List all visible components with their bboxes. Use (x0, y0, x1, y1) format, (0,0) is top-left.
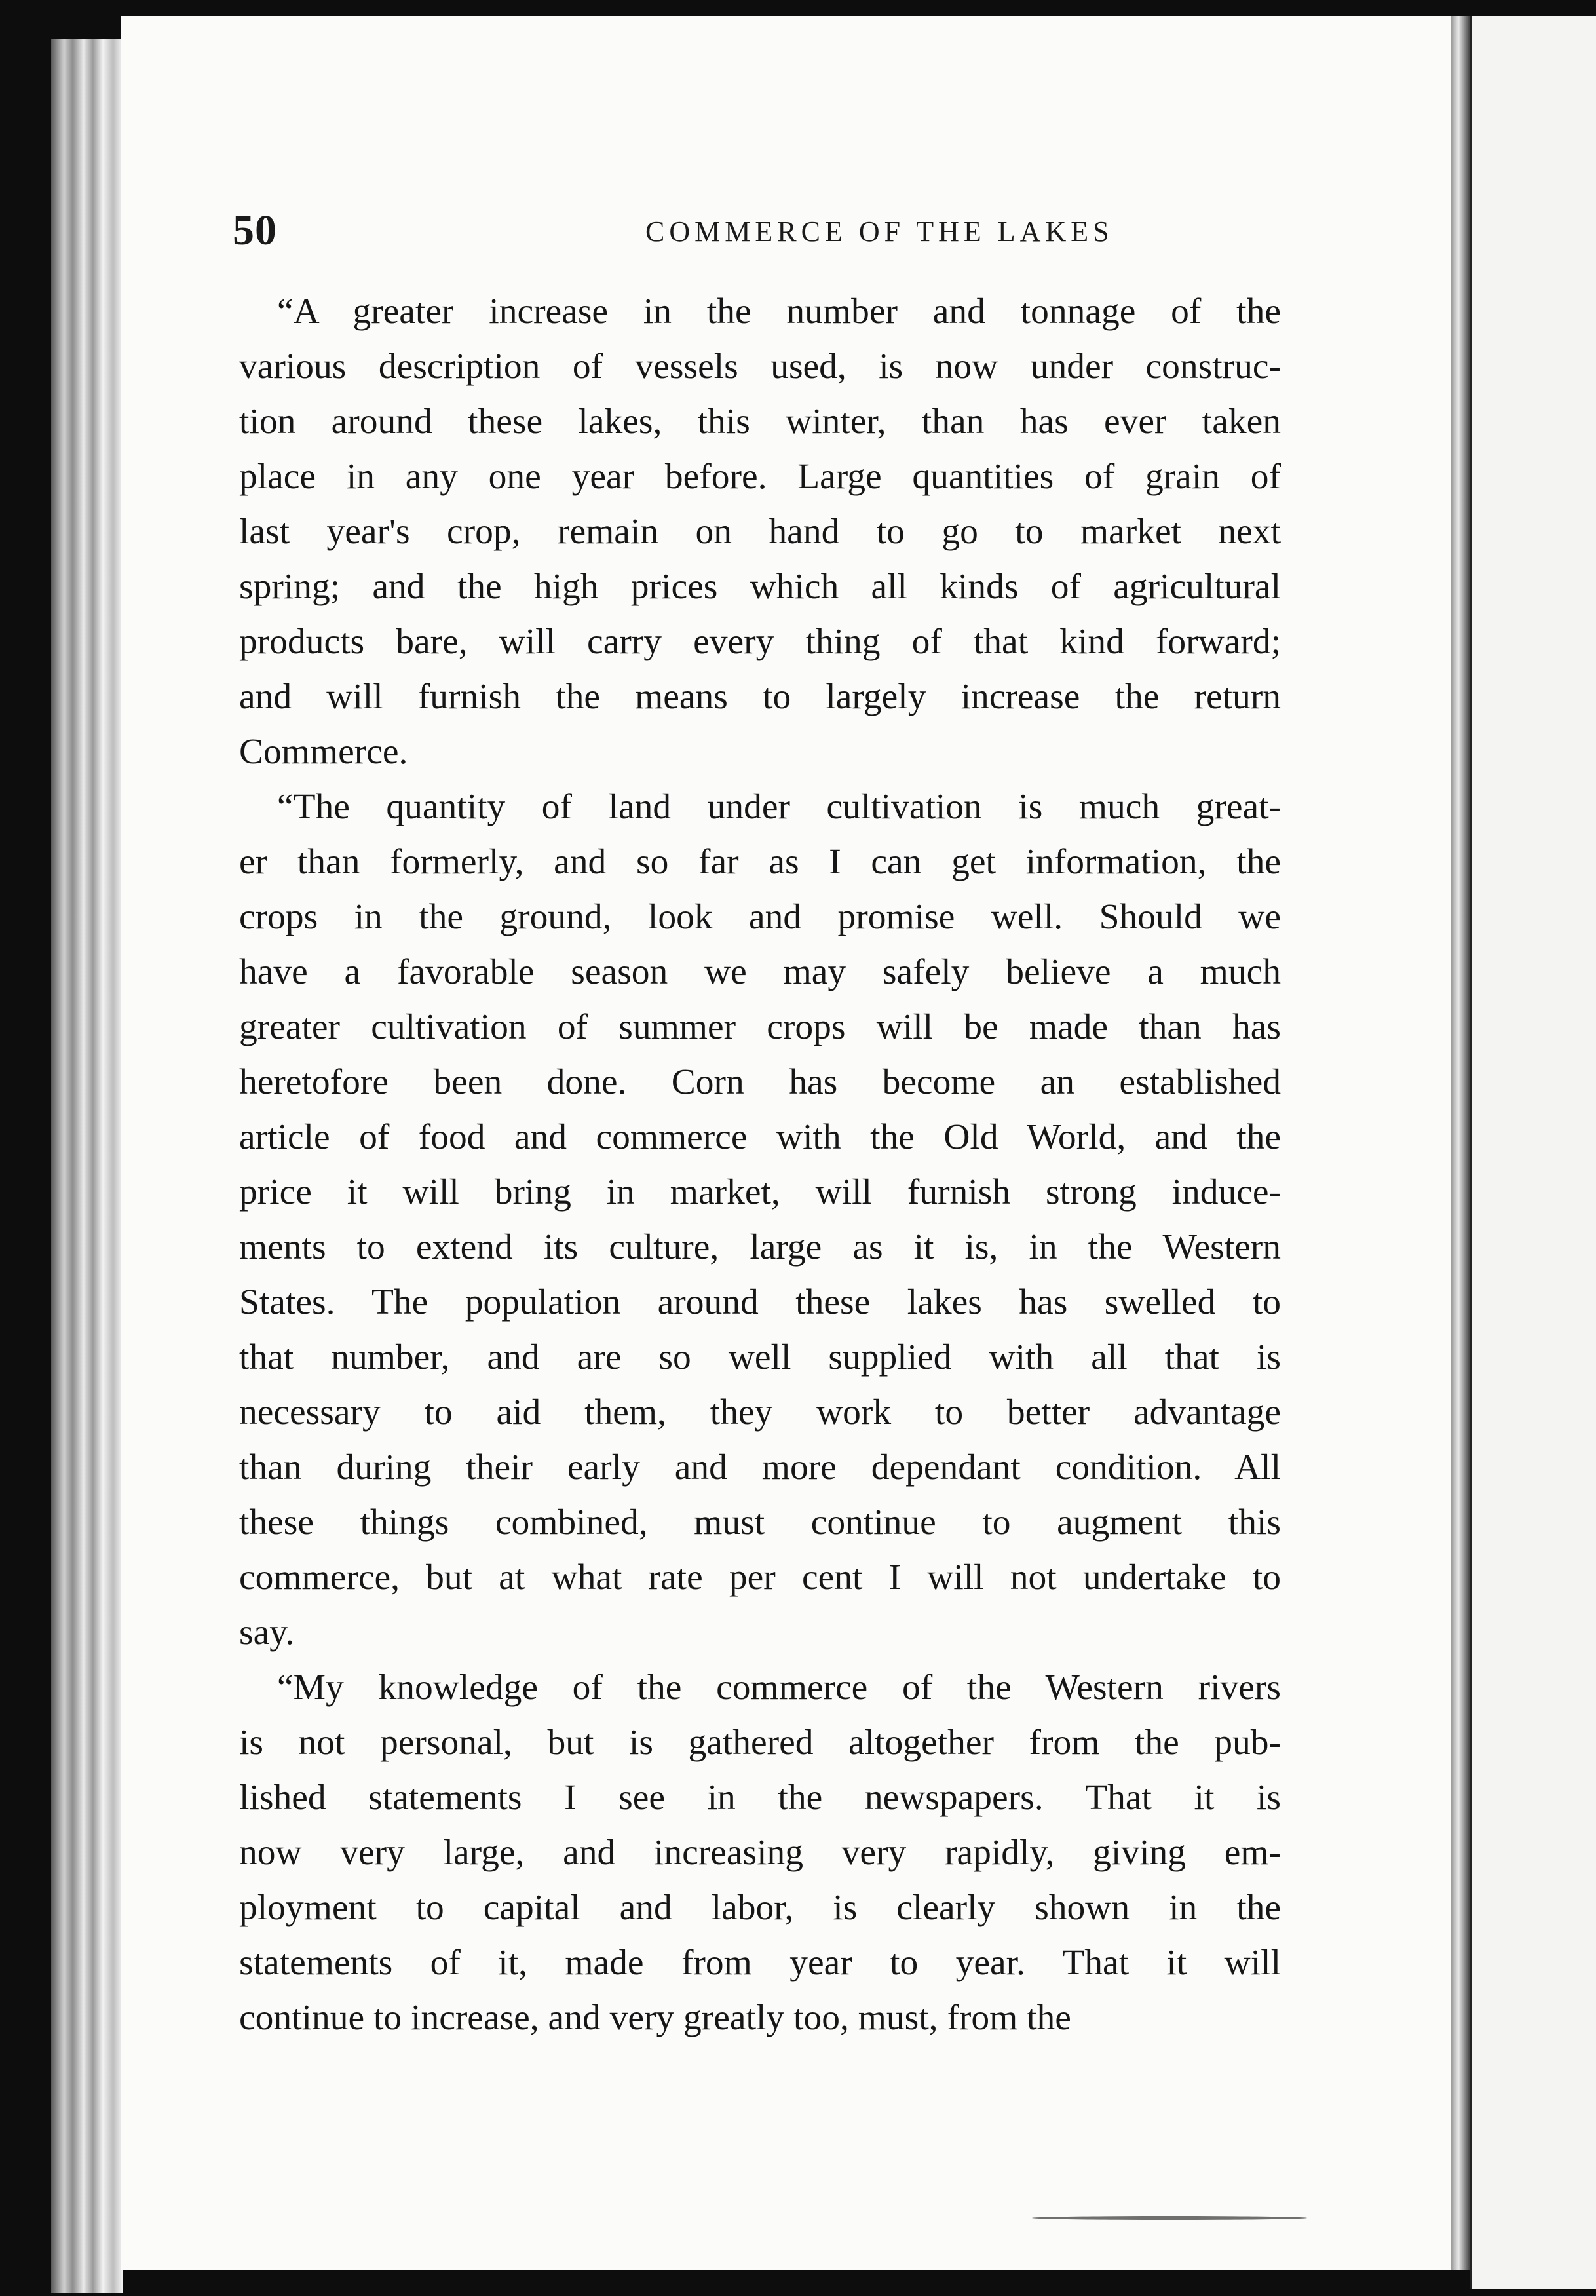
text-line: than during their early and more dependant condition. All (239, 1447, 1281, 1487)
paragraph (239, 284, 1281, 780)
page-number: 50 (233, 206, 277, 254)
body-text (239, 284, 1281, 2046)
book-binding-gutter (51, 39, 123, 2293)
text-line: ments to extend its culture, large as it is, in the Western (239, 1227, 1281, 1267)
text-line: “A greater increase in the number and tonnage of the (277, 292, 1281, 332)
text-line: say. (239, 1613, 295, 1653)
paragraph (239, 780, 1281, 1660)
text-line: various description of vessels used, is now under construc- (239, 347, 1281, 387)
text-line: tion around these lakes, this winter, than has ever taken (239, 402, 1281, 442)
text-line: heretofore been done. Corn has become an established (239, 1062, 1281, 1102)
adjacent-page-edge (1470, 16, 1596, 2289)
text-line: products bare, will carry every thing of that kind forward; (239, 622, 1281, 662)
page-edge (1451, 16, 1470, 2270)
text-line: price it will bring in market, will furnish strong induce- (239, 1172, 1281, 1212)
text-line: commerce, but at what rate per cent I will not undertake to (239, 1558, 1281, 1598)
text-line: last year's crop, remain on hand to go to market next (239, 512, 1281, 552)
scan-artifact-mark (1032, 2216, 1307, 2220)
text-line: “The quantity of land under cultivation is much great- (277, 787, 1281, 827)
text-line: lished statements I see in the newspapers. That it is (239, 1778, 1281, 1818)
text-line: have a favorable season we may safely believe a much (239, 952, 1281, 992)
text-line: necessary to aid them, they work to better advantage (239, 1392, 1281, 1432)
running-title: COMMERCE OF THE LAKES (645, 216, 1114, 248)
text-line: spring; and the high prices which all kinds of agricultural (239, 567, 1281, 607)
text-line: Commerce. (239, 732, 408, 772)
text-line: er than formerly, and so far as I can get information, the (239, 842, 1281, 882)
page-sheet (121, 16, 1451, 2270)
text-line: statements of it, made from year to year. That it will (239, 1943, 1281, 1983)
text-line: “My knowledge of the commerce of the Western rivers (277, 1668, 1281, 1708)
text-line: greater cultivation of summer crops will be made than has (239, 1007, 1281, 1047)
text-line: and will furnish the means to largely increase the return (239, 677, 1281, 717)
text-line: article of food and commerce with the Old World, and the (239, 1117, 1281, 1157)
page-header (233, 206, 1346, 265)
text-line: States. The population around these lakes has swelled to (239, 1282, 1281, 1322)
paragraph (239, 1660, 1281, 2046)
text-line: is not personal, but is gathered altogether from the pub- (239, 1723, 1281, 1763)
text-line: crops in the ground, look and promise well. Should we (239, 897, 1281, 937)
text-line: these things combined, must continue to augment this (239, 1502, 1281, 1542)
text-line: continue to increase, and very greatly too, must, from the (239, 1998, 1071, 2038)
text-line: ployment to capital and labor, is clearly shown in the (239, 1888, 1281, 1928)
text-line: place in any one year before. Large quantities of grain of (239, 457, 1281, 497)
text-line: now very large, and increasing very rapidly, giving em- (239, 1833, 1281, 1873)
text-line: that number, and are so well supplied with all that is (239, 1337, 1281, 1377)
